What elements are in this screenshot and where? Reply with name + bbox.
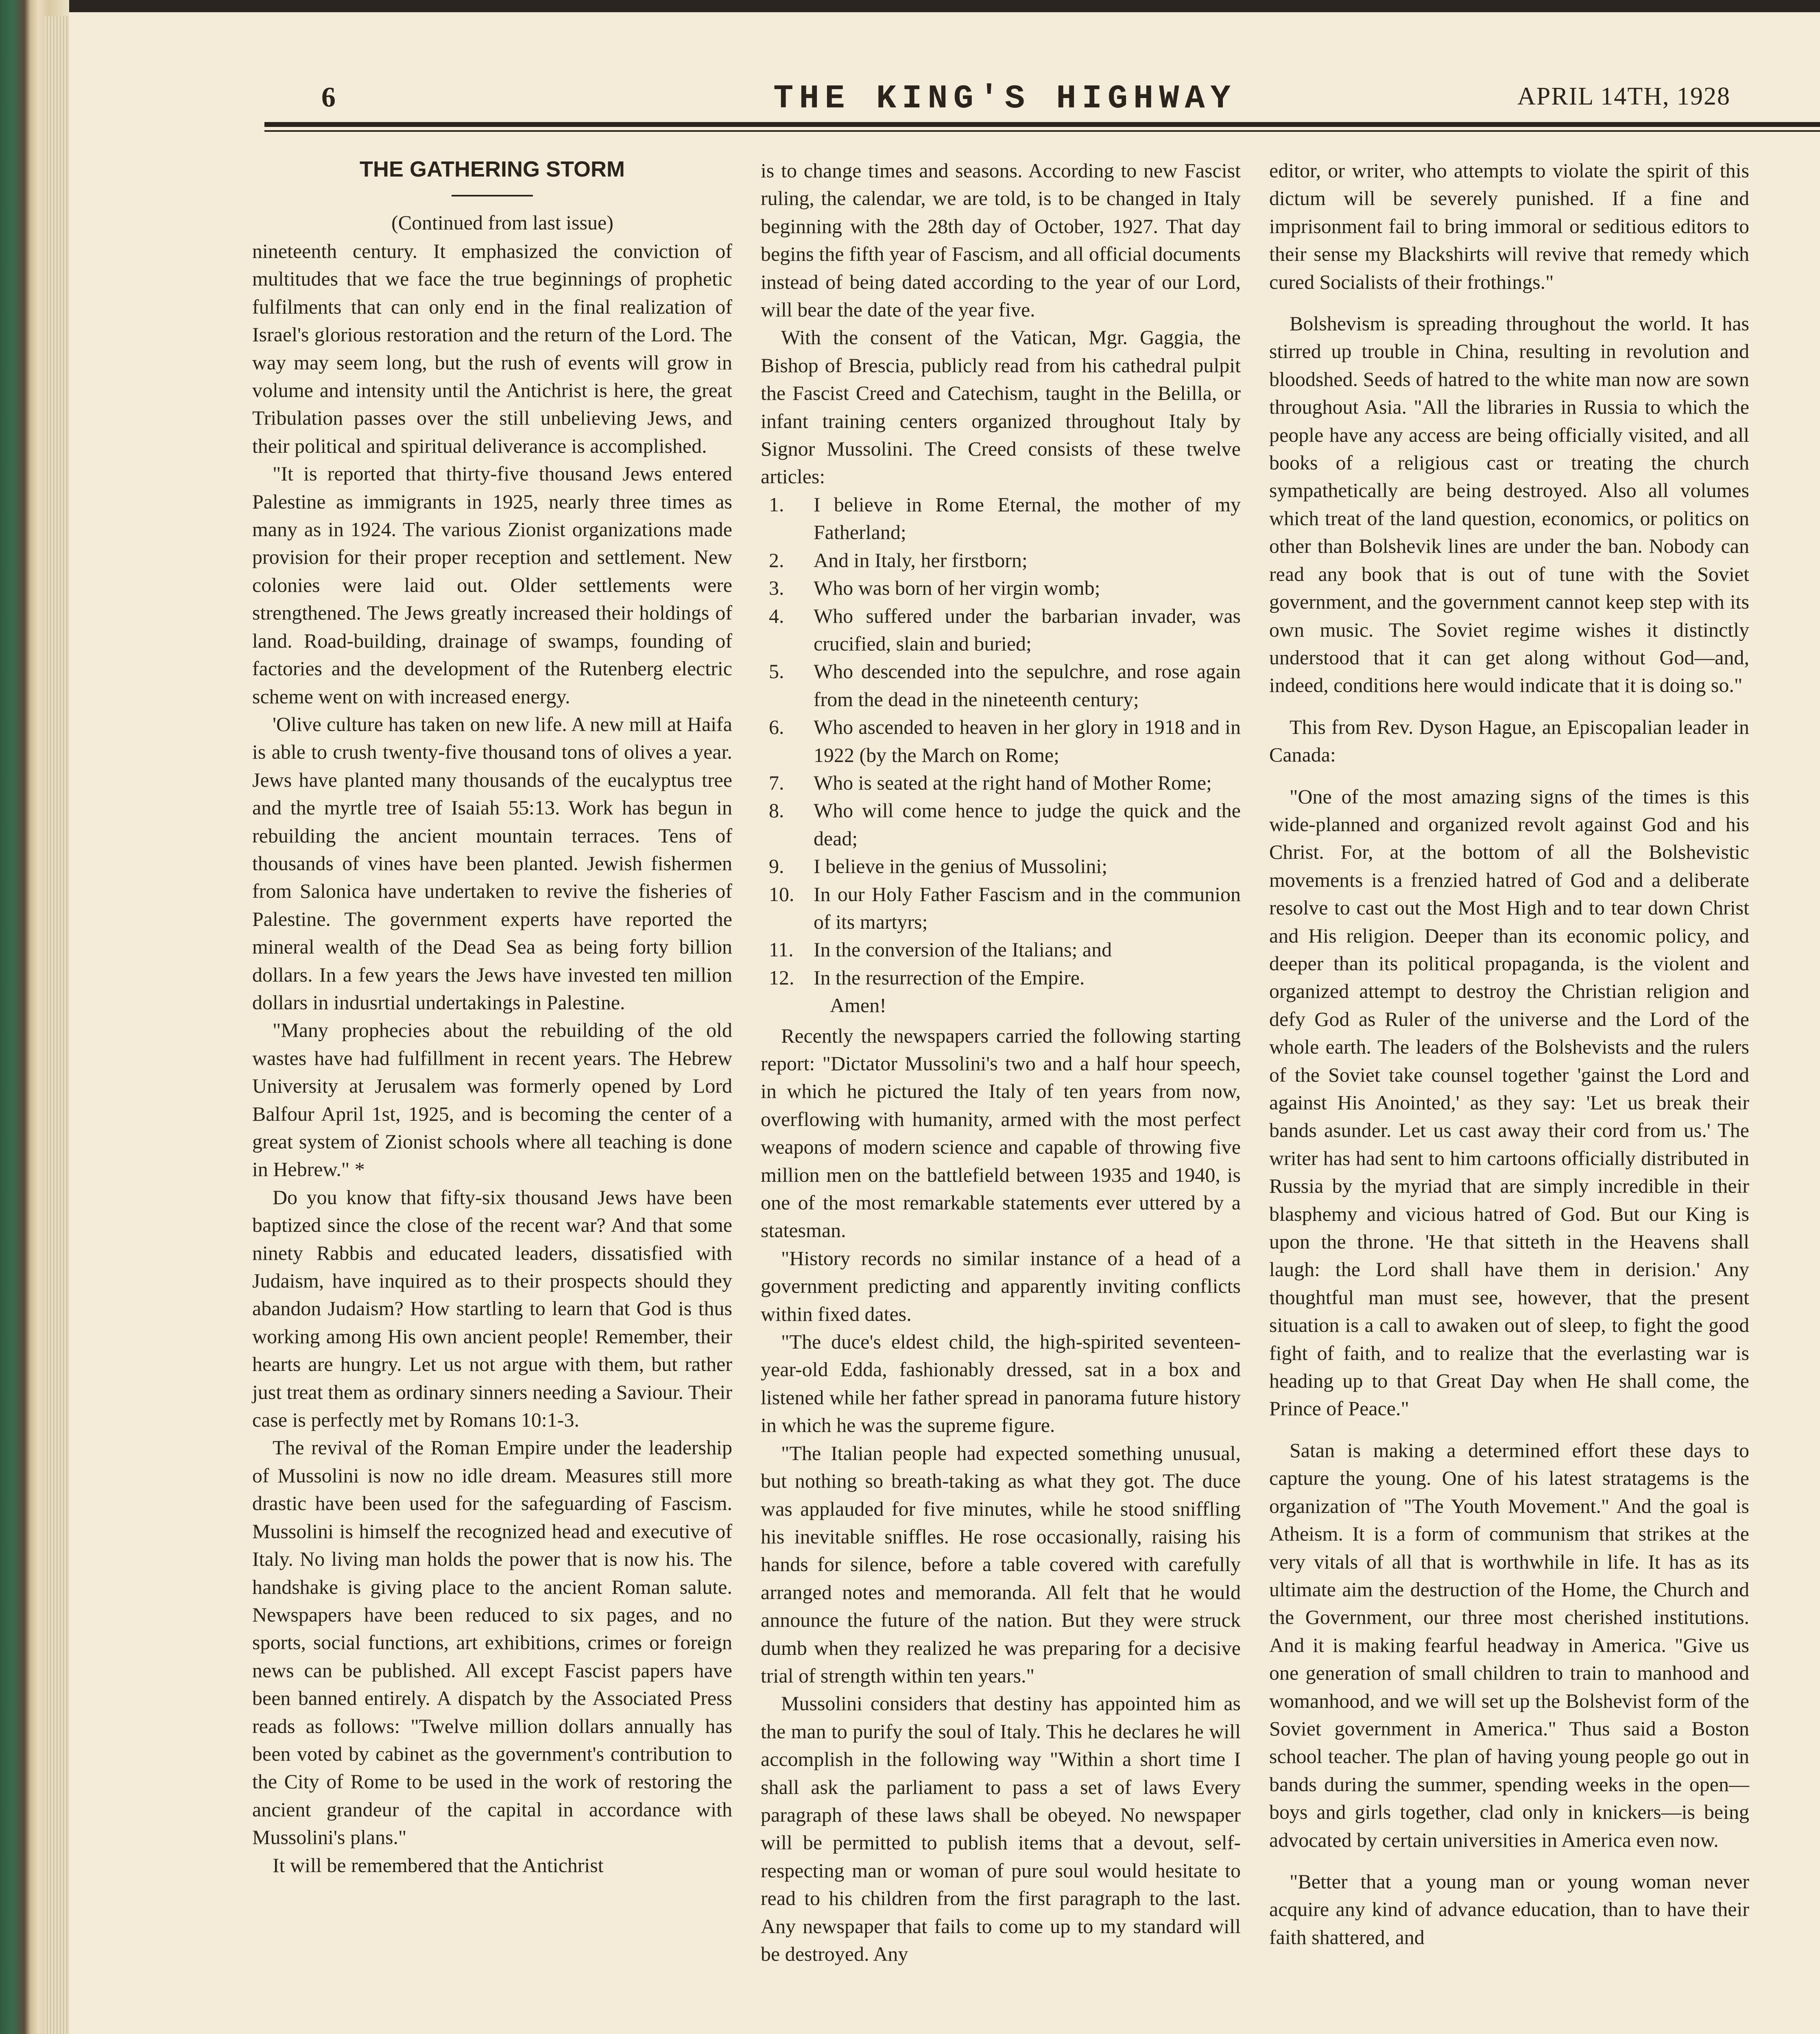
- list-item: 5. Who descended into the sepulchre, and rose again from the dead in the nineteenth century;: [769, 660, 1241, 711]
- paragraph: "History records no similar instance of a head of a government predicting and apparently inviting conflicts within fixed dates.: [761, 1246, 1241, 1325]
- article-subtitle: (Continued from last issue): [391, 211, 613, 234]
- paragraph: Mussolini considers that destiny has appointed him as the man to purify the soul of Italy. This he declares he will accomplish in the following way "Within a short time I shall ask the parliament to pass a set of laws Every paragraph of these laws shall be obeyed. No newspaper will be permitted to publish items that a devout, self-respecting man or woman of pure soul would hesitate to read to his children from the first paragraph to the last. Any newspaper that fails to come up to my standard will be destroyed. Any: [761, 1692, 1241, 1965]
- paragraph: nineteenth century. It emphasized the conviction of multitudes that we face the true beginnings of prophetic fulfilments that can only end in the final realization of Israel's glorious restoration and the return of the Lord. The way may seem long, but the rush of events will grow in volume and intensity until the Antichrist is here, the great Tribulation passes over the still unbelieving Jews, and their political and spiritual deliverance is accomplished.: [252, 240, 732, 457]
- paragraph: "The duce's eldest child, the high-spirited seventeen-year-old Edda, fashionably dressed, sat in a box and listened while her father spread in panorama future history in which he was the supreme figure.: [761, 1330, 1241, 1437]
- column-1: [252, 157, 732, 1879]
- list-item: 9. I believe in the genius of Mussolini;: [769, 855, 1108, 878]
- list-item: 2. And in Italy, her firstborn;: [769, 548, 1028, 572]
- masthead: THE KING'S HIGHWAY: [773, 80, 1236, 118]
- header-rule-thick: [264, 122, 1820, 127]
- paragraph: 'Olive culture has taken on new life. A new mill at Haifa is able to crush twenty-five thousand tons of olives a year. Jews have planted many thousands of the eucalyptus tree and the myrtle tree of Isaiah 55:13. Work has begun in rebuilding the ancient mountain terraces. Tens of thousands of vines have been planted. Jewish fishermen from Salonica have undertaken to revive the fisheries of Palestine. The government experts have reported the mineral wealth of the Dead Sea as being forty billion dollars. In a few years the Jews have invested ten million dollars in indusrtial undertakings in Palestine.: [252, 712, 732, 1014]
- title-rule: [452, 195, 533, 196]
- list-item: 4. Who suffered under the barbarian invader, was crucified, slain and buried;: [769, 604, 1241, 655]
- paragraph: "It is reported that thirty-five thousand Jews entered Palestine as immigrants in 1925, nearly three times as many as in 1924. The various Zionist organizations made provision for their proper reception and settlement. New colonies were laid out. Older settlements were strengthened. The Jews greatly increased their holdings of land. Road-building, drainage of swamps, founding of factories and the development of the Rutenberg electric scheme went on with increased energy.: [252, 462, 732, 708]
- column-3: [1269, 157, 1749, 1951]
- paragraph: Recently the newspapers carried the following starting report: "Dictator Mussolini's two and a half hour speech, in which he pictured the Italy of ten years from now, overflowing with humanity, armed with the most perfect weapons of modern science and capable of throwing five million men on the battlefield between 1935 and 1940, is one of the most remarkable statements ever uttered by a statesman.: [761, 1024, 1241, 1242]
- column-2: [761, 157, 1241, 1968]
- paragraph: "One of the most amazing signs of the times is this wide-planned and organized revolt against God and his Christ. For, at the bottom of all the Bolshevistic movements is a frenzied hatred of God and a deliberate resolve to cast out the Most High and to tear down Christ and His religion. Deeper than its economic policy, and deeper than its political propaganda, is the violent and organized attempt to destroy the Christian religion and defy God as Ruler of the universe and the Lord of the whole earth. The leaders of the Bolshevists and the rulers of the Soviet take counsel together 'gainst the Lord and against His Anointed,' as they say: 'Let us break their bands asunder. Let us cast away their cord from us.' The writer has had sent to him cartoons officially distributed in Russia by the myriad that are simply incredible in their blasphemy and vicious hatred of God. But our King is upon the throne. 'He that sitteth in the Heavens shall laugh: the Lord shall have them in derision.' Any thoughtful man must see, however, that the present situation is a call to awaken out of sleep, to fight the good fight of faith, and to realize that the everlasting war is heading up to that Great Day when He shall come, the Prince of Peace.": [1269, 785, 1749, 1420]
- creed-amen: Amen!: [830, 994, 886, 1017]
- paragraph: This from Rev. Dyson Hague, an Episcopalian leader in Canada:: [1269, 715, 1749, 766]
- list-item: 12. In the resurrection of the Empire.: [769, 966, 1085, 989]
- paragraph: "Better that a young man or young woman never acquire any kind of advance education, than to have their faith shattered, and: [1269, 1870, 1749, 1949]
- list-item: 6. Who ascended to heaven in her glory in 1918 and in 1922 (by the March on Rome;: [769, 716, 1241, 766]
- list-item: 7. Who is seated at the right hand of Mother Rome;: [769, 771, 1212, 794]
- page-header: [69, 77, 1820, 138]
- list-item: 10. In our Holy Father Fascism and in the communion of its martyrs;: [769, 882, 1241, 933]
- list-item: 1. I believe in Rome Eternal, the mother of my Fatherland;: [769, 493, 1241, 544]
- issue-date: APRIL 14TH, 1928: [1517, 83, 1731, 110]
- list-item: 8. Who will come hence to judge the quick and the dead;: [769, 799, 1241, 850]
- paragraph: It will be remembered that the Antichrist: [273, 1853, 604, 1877]
- paragraph: "Many prophecies about the rebuilding of the old wastes have had fulfillment in recent years. The Hebrew University at Jerusalem was formerly opened by Lord Balfour April 1st, 1925, and is becoming the center of a great system of Zionist schools where all teaching is done in Hebrew." *: [252, 1019, 732, 1181]
- paragraph: The revival of the Roman Empire under the leadership of Mussolini is now no idle dream. Measures still more drastic have been used for the safeguarding of Fascism. Mussolini is himself the recognized head and executive of Italy. No living man holds the power that is now his. The handshake is giving place to the ancient Roman salute. Newspapers have been reduced to six pages, and no sports, social functions, art exhibitions, crimes or foreign news can be published. All except Fascist papers have been banned entirely. A dispatch by the Associated Press reads as follows: "Twelve million dollars annually has been voted by cabinet as the government's contribution to the City of Rome to be used in the work of restoring the ancient grandeur of the capital in accordance with Mussolini's plans.": [252, 1436, 732, 1849]
- paragraph: is to change times and seasons. According to new Fascist ruling, the calendar, we are told, is to be changed in Italy beginning with the 28th day of October, 1927. That day begins the fifth year of Fascism, and all official documents instead of being dated according to the year of our Lord, will bear the date of the year five.: [761, 159, 1241, 321]
- list-item: 3. Who was born of her virgin womb;: [769, 576, 1100, 600]
- page-number: 6: [321, 82, 336, 113]
- paragraph: With the consent of the Vatican, Mgr. Gaggia, the Bishop of Brescia, publicly read from his cathedral pulpit the Fascist Creed and Catechism, taught in the Belilla, or infant training centers organized throughout Italy by Signor Mussolini. The Creed consists of these twelve articles:: [761, 326, 1241, 488]
- paragraph: "The Italian people had expected something unusual, but nothing so breath-taking as what they got. The duce was applauded for five minutes, while he stood sniffling his inevitable sniffles. He rose occasionally, raising his hands for silence, before a table covered with carefully arranged notes and memoranda. All felt that he would announce the future of the nation. But they were struck dumb when they realized he was preparing for a decisive trial of strength within ten years.": [761, 1441, 1241, 1687]
- paragraph: Do you know that fifty-six thousand Jews have been baptized since the close of the recent war? And that some ninety Rabbis and educated leaders, dissatisfied with Judaism, have inquired as to their prospects should they abandon Judaism? How startling to learn that God is thus working among His own ancient people! Remember, their hearts are hungry. Let us not argue with them, but rather just treat them as ordinary sinners needing a Saviour. Their case is perfectly met by Romans 10:1-3.: [252, 1185, 732, 1432]
- fascist-creed-list: [761, 491, 1241, 1019]
- header-rule-thin: [264, 130, 1820, 132]
- paragraph: editor, or writer, who attempts to violate the spirit of this dictum will be severely punished. If a fine and imprisonment fail to bring immoral or seditious editors to their sense my Blackshirts will revive that remedy which cured Socialists of their frothings.": [1269, 159, 1749, 293]
- paragraph: Satan is making a determined effort these days to capture the young. One of his latest stratagems is the organization of "The Youth Movement." And the goal is Atheism. It is a form of communism that strikes at the very vitals of all that is worthwhile in life. It has as its ultimate aim the destruction of the Home, the Church and the Government, our three most cherished institutions. And it is making fearful headway in America. "Give us one generation of small children to train to manhood and womanhood, and we will set up the Bolshevist form of the Soviet government in America." Thus said a Boston school teacher. The plan of having young people go out in bands during the summer, spending weeks in the open—boys and girls together, clad only in knickers—is being advocated by certain universities in America even now.: [1269, 1438, 1749, 1851]
- list-item: 11. In the conversion of the Italians; and: [769, 938, 1112, 961]
- article-title: THE GATHERING STORM: [359, 157, 625, 181]
- newspaper-page: [69, 12, 1820, 2034]
- paragraph: Bolshevism is spreading throughout the world. It has stirred up trouble in China, resulting in revolution and bloodshed. Seeds of hatred to the white man now are sown throughout Asia. "All the libraries in Russia to which the people have any access are being officially visited, and all books of a religious cast or treating the church sympathetically are being destroyed. Also all volumes which treat of the land question, economics, or politics on other than Bolshevik lines are under the ban. Nobody can read any book that is out of tune with the Soviet government, and the government cannot keep step with its own music. The Soviet regime wishes it distinctly understood that it can get along without God—and, indeed, conditions here would indicate that it is doing so.": [1269, 312, 1749, 697]
